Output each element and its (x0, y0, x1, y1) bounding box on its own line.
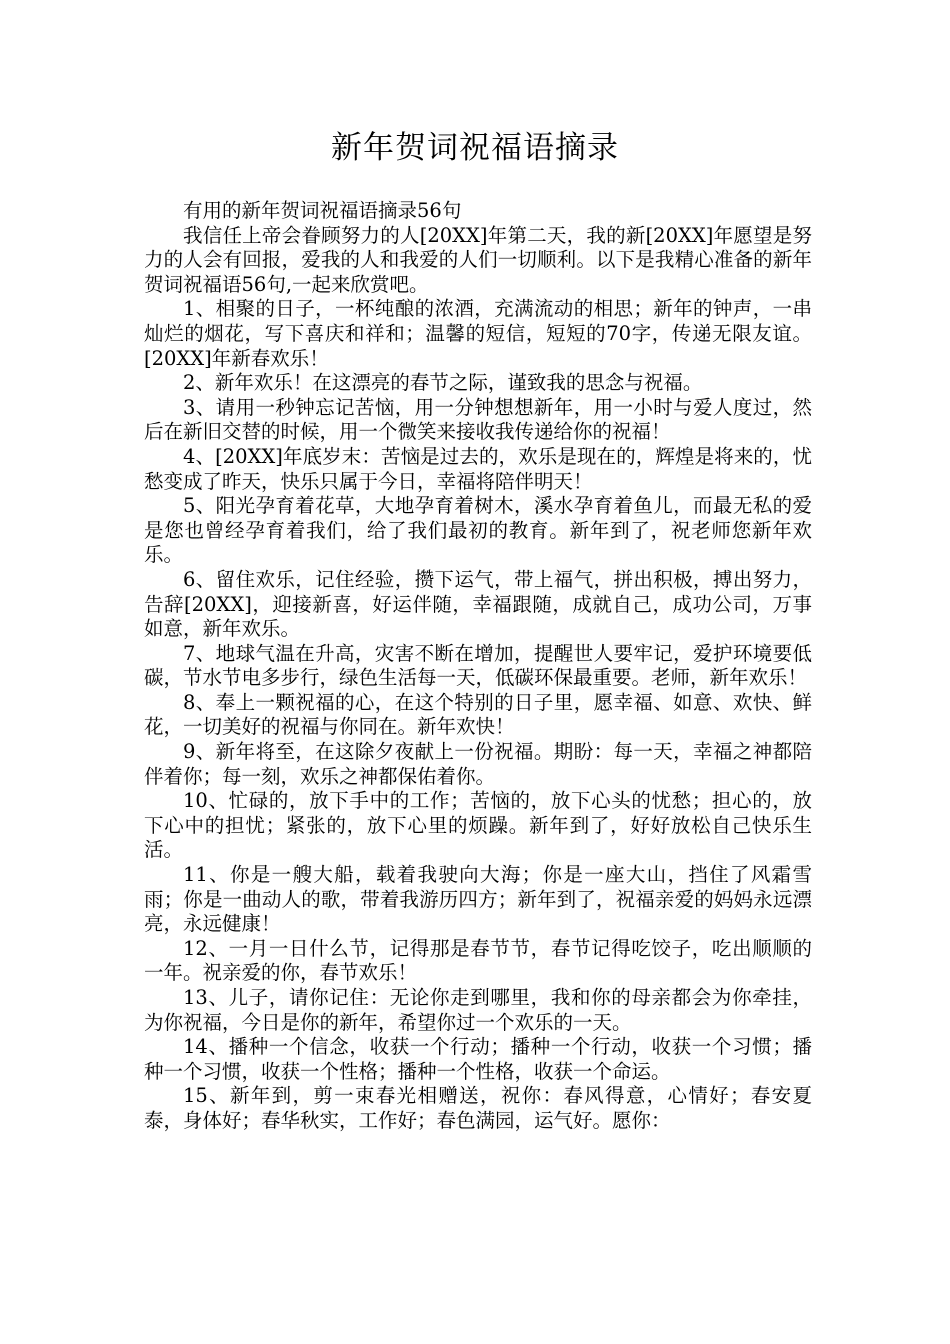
paragraph-item-13: 13、儿子，请你记住：无论你走到哪里，我和你的母亲都会为你牵挂，为你祝福，今日是你的新年，希望你过一个欢乐的一天。 (144, 986, 812, 1034)
paragraph-item-15: 15、新年到，剪一束春光相赠送，祝你：春风得意，心情好；春安夏泰，身体好；春华秋实，工作好；春色满园，运气好。愿你： (144, 1084, 812, 1132)
paragraph-item-10: 10、忙碌的，放下手中的工作；苦恼的，放下心头的忧愁；担心的，放下心中的担忧；紧张的，放下心里的烦躁。新年到了，好好放松自己快乐生活。 (144, 789, 812, 862)
paragraph-item-5: 5、阳光孕育着花草，大地孕育着树木，溪水孕育着鱼儿，而最无私的爱是您也曾经孕育着我们，给了我们最初的教育。新年到了，祝老师您新年欢乐。 (144, 494, 812, 567)
paragraph-item-14: 14、播种一个信念，收获一个行动；播种一个行动，收获一个习惯；播种一个习惯，收获一个性格；播种一个性格，收获一个命运。 (144, 1035, 812, 1083)
paragraph-item-4: 4、[20XX]年底岁末：苦恼是过去的，欢乐是现在的，辉煌是将来的，忧愁变成了昨天，快乐只属于今日，幸福将陪伴明天！ (144, 444, 812, 493)
paragraph-item-12: 12、一月一日什么节，记得那是春节节，春节记得吃饺子，吃出顺顺的一年。祝亲爱的你，春节欢乐！ (144, 936, 812, 985)
document-title: 新年贺词祝福语摘录 (331, 130, 619, 166)
document-body (144, 199, 812, 1134)
paragraph-preface: 我信任上帝会眷顾努力的人[20XX]年第二天，我的新[20XX]年愿望是努力的人会有回报，爱我的人和我爱的人们一切顺利。以下是我精心准备的新年贺词祝福语56句,一起来欣赏吧。 (144, 223, 812, 296)
paragraph-item-1: 1、相聚的日子，一杯纯酿的浓酒，充满流动的相思；新年的钟声，一串灿烂的烟花，写下喜庆和祥和；温馨的短信，短短的70字，传递无限友谊。[20XX]年新春欢乐！ (144, 297, 812, 370)
paragraph-intro: 有用的新年贺词祝福语摘录56句 (183, 199, 462, 222)
paragraph-item-8: 8、奉上一颗祝福的心，在这个特别的日子里，愿幸福、如意、欢快、鲜花，一切美好的祝福与你同在。新年欢快！ (144, 690, 812, 739)
paragraph-item-3: 3、请用一秒钟忘记苦恼，用一分钟想想新年，用一小时与爱人度过，然后在新旧交替的时候，用一个微笑来接收我传递给你的祝福！ (144, 395, 812, 444)
paragraph-item-11: 11、你是一艘大船，载着我驶向大海；你是一座大山，挡住了风霜雪雨；你是一曲动人的歌，带着我游历四方；新年到了，祝福亲爱的妈妈永远漂亮，永远健康！ (144, 863, 812, 936)
paragraph-item-6: 6、留住欢乐，记住经验，攒下运气，带上福气，拼出积极，搏出努力，告辞[20XX]，迎接新喜，好运伴随，幸福跟随，成就自己，成功公司，万事如意，新年欢乐。 (144, 567, 812, 641)
paragraph-item-2: 2、新年欢乐！在这漂亮的春节之际，谨致我的思念与祝福。 (183, 371, 703, 395)
paragraph-item-9: 9、新年将至，在这除夕夜献上一份祝福。期盼：每一天，幸福之神都陪伴着你；每一刻，欢乐之神都保佑着你。 (144, 740, 812, 788)
paragraph-item-7: 7、地球气温在升高，灾害不断在增加，提醒世人要牢记，爱护环境要低碳，节水节电多步行，绿色生活每一天，低碳环保最重要。老师，新年欢乐！ (144, 641, 812, 690)
